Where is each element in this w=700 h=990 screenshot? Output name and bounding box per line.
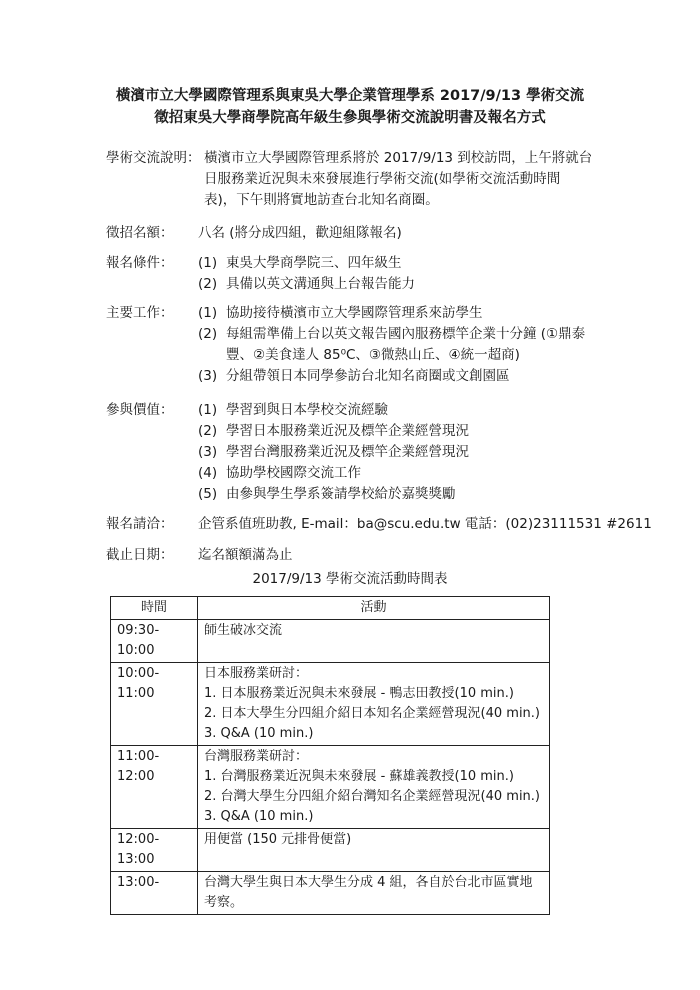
list-item — [198, 366, 578, 387]
column-header-time: 時間 — [111, 597, 198, 620]
list-item — [198, 303, 578, 324]
schedule-time: 10:00-11:00 — [111, 663, 198, 746]
tasks-list — [198, 303, 586, 387]
list-item-number: (2) — [198, 326, 218, 342]
description-line: 橫濱市立大學國際管理系將於 2017/9/13 到校訪問，上午將就台 — [204, 150, 593, 166]
table-row — [111, 663, 550, 746]
list-item-number: (1) — [198, 305, 218, 321]
activity-line: 台灣大學生與日本大學生分成 4 組，各自於台北市區實地 — [204, 875, 533, 890]
list-item — [198, 324, 586, 345]
quota-label: 徵招名額： — [106, 225, 174, 241]
list-item — [198, 484, 558, 505]
list-item-number: (1) — [198, 255, 218, 271]
deadline-value: 迄名額額滿為止 — [198, 547, 293, 563]
list-item-text: 協助學校國際交流工作 — [226, 465, 361, 481]
list-item-text: 分組帶領日本同學參訪台北知名商圈或文創園區 — [226, 368, 510, 384]
table-header-row — [111, 597, 550, 620]
exchange-description-body — [204, 148, 593, 211]
activity-line: 1. 台灣服務業近況與未來發展 - 蘇雄義教授(10 min.) — [204, 769, 514, 784]
table-row — [111, 746, 550, 829]
activity-line: 台灣服務業研討： — [204, 749, 309, 764]
list-item-number: (3) — [198, 368, 218, 384]
schedule-activity — [198, 746, 550, 829]
schedule-time: 09:30-10:00 — [111, 620, 198, 663]
list-item — [198, 463, 558, 484]
schedule-activity — [198, 829, 550, 872]
activity-line: 師生破冰交流 — [204, 623, 283, 638]
document-title-line1: 橫濱市立大學國際管理系與東吳大學企業管理學系 2017/9/13 學術交流 — [115, 88, 585, 104]
list-item-number: (2) — [198, 276, 218, 292]
activity-line: 日本服務業研討： — [204, 666, 309, 681]
list-item — [198, 274, 558, 295]
table-row — [111, 620, 550, 663]
list-item-text: 學習日本服務業近況及標竿企業經營現況 — [226, 423, 469, 439]
activity-line: 用便當 (150 元排骨便當) — [204, 832, 352, 847]
list-item-number: (1) — [198, 402, 218, 418]
schedule-time: 13:00- — [111, 872, 198, 915]
list-item — [198, 253, 558, 274]
schedule-table — [110, 596, 550, 915]
description-line: 日服務業近況與未來發展進行學術交流(如學術交流活動時間 — [204, 171, 561, 187]
column-header-activity: 活動 — [198, 597, 550, 620]
list-item-text: 學習到與日本學校交流經驗 — [226, 402, 388, 418]
list-item-number: (2) — [198, 423, 218, 439]
list-item-text: 學習台灣服務業近況及標竿企業經營現況 — [226, 444, 469, 460]
list-item-continuation — [198, 345, 578, 366]
exchange-description-label: 學術交流說明： — [106, 150, 201, 166]
list-item-text: 東吳大學商學院三、四年級生 — [226, 255, 402, 271]
schedule-caption: 2017/9/13 學術交流活動時間表 — [252, 571, 448, 587]
list-item-text: 具備以英文溝通與上台報告能力 — [226, 276, 415, 292]
values-label: 參與價值： — [106, 402, 174, 418]
schedule-time: 11:00-12:00 — [111, 746, 198, 829]
description-line: 表)，下午則將實地訪查台北知名商圈。 — [204, 192, 439, 208]
schedule-activity — [198, 620, 550, 663]
activity-line: 1. 日本服務業近況與未來發展 - 鴨志田教授(10 min.) — [204, 686, 514, 701]
values-list — [198, 400, 558, 505]
deadline-label: 截止日期： — [106, 547, 174, 563]
quota-value: 八名 (將分成四組，歡迎組隊報名) — [198, 225, 402, 241]
contact-label: 報名請洽： — [106, 516, 174, 532]
activity-line: 2. 台灣大學生分四組介紹台灣知名企業經營現況(40 min.) — [204, 789, 541, 804]
list-item — [198, 421, 558, 442]
list-item-text: 協助接待橫濱市立大學國際管理系來訪學生 — [226, 305, 483, 321]
list-item — [198, 400, 558, 421]
schedule-activity — [198, 872, 550, 915]
document-title-line2: 徵招東吳大學商學院高年級生參與學術交流說明書及報名方式 — [154, 110, 546, 126]
tasks-label: 主要工作： — [106, 305, 174, 321]
list-item-text: 每組需準備上台以英文報告國內服務標竿企業十分鐘 (①鼎泰 — [226, 326, 586, 342]
activity-line: 3. Q&A (10 min.) — [204, 726, 314, 741]
list-item-number: (3) — [198, 444, 218, 460]
list-item — [198, 442, 558, 463]
table-row — [111, 872, 550, 915]
list-item-text: 由參與學生學系簽請學校給於嘉獎獎勵 — [226, 486, 456, 502]
activity-line: 2. 日本大學生分四組介紹日本知名企業經營現況(40 min.) — [204, 706, 541, 721]
activity-line: 考察。 — [204, 895, 244, 910]
requirements-list — [198, 253, 558, 295]
activity-line: 3. Q&A (10 min.) — [204, 809, 314, 824]
requirements-label: 報名條件： — [106, 255, 174, 271]
list-item-number: (4) — [198, 465, 218, 481]
list-item-text: 豐、②美食達人 85⁰C、③微熱山丘、④統一超商) — [226, 347, 520, 363]
schedule-time: 12:00-13:00 — [111, 829, 198, 872]
table-row — [111, 829, 550, 872]
list-item-number: (5) — [198, 486, 218, 502]
schedule-activity — [198, 663, 550, 746]
contact-value: 企管系值班助教, E-mail：ba@scu.edu.tw 電話：(02)23111531 #2611 — [198, 516, 652, 532]
